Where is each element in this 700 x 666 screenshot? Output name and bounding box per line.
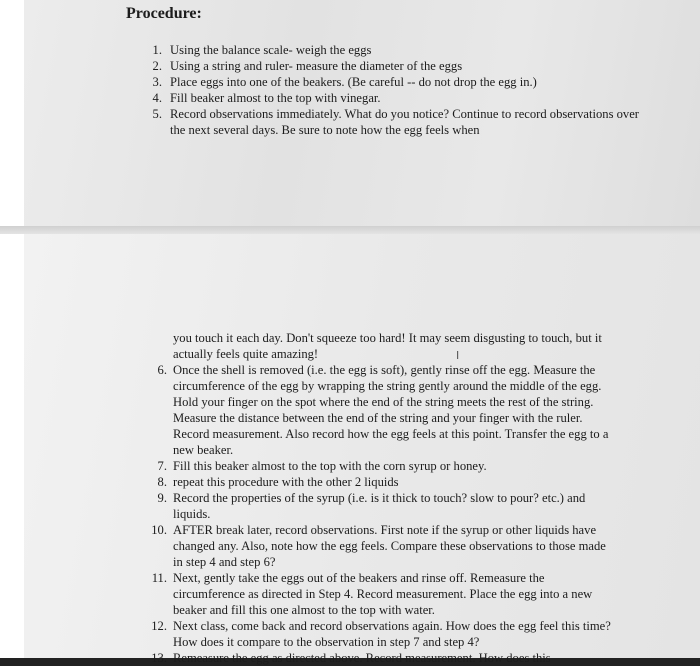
procedure-steps-bottom: [151, 330, 618, 666]
step-text: Once the shell is removed (i.e. the egg is soft), gently rinse off the egg. Measure the circumference of the egg by wrapping the string gently around the middle of the egg. Hold your finger on the spot where the end of the string meets the rest of the string. Measure the distance between the end of the string and your finger with the ruler. Record measurement. Also record how the egg feels at this point. Transfer the egg to a new beaker.: [173, 363, 609, 457]
step-number: 13.: [151, 651, 167, 665]
step-text: Place eggs into one of the beakers. (Be careful -- do not drop the egg in.): [170, 75, 537, 89]
step-number: 1.: [152, 43, 162, 57]
step-number: 12.: [151, 619, 167, 633]
step-text: Remeasure the egg as directed above. Record measurement. How does this: [173, 651, 551, 665]
step-number: 2.: [152, 59, 162, 73]
step-text: Next, gently take the eggs out of the beakers and rinse off. Remeasure the circumference as directed in Step 4. Record measurement. Place the egg into a new beaker and fill this one almost to the top with water.: [173, 571, 593, 617]
step-text: Fill this beaker almost to the top with the corn syrup or honey.: [173, 459, 487, 473]
step-number: 10.: [151, 523, 167, 537]
step-text: Next class, come back and record observations again. How does the egg feel this time? How does it compare to the observation in step 7 and step 4?: [173, 619, 611, 649]
list-item: [151, 570, 618, 618]
list-item: [157, 474, 618, 490]
list-item: [152, 74, 640, 90]
step-number: 5.: [152, 107, 162, 121]
step-text-continued: you touch it each day. Don't squeeze too hard! It may seem disgusting to touch, but it actually feels quite amazing!: [173, 331, 602, 361]
step-text: Using the balance scale- weigh the eggs: [170, 43, 372, 57]
step-text: Record observations immediately. What do you notice? Continue to record observations over the next several days. Be sure to note how the egg feels when: [170, 107, 639, 137]
step-text: Using a string and ruler- measure the diameter of the eggs: [170, 59, 463, 73]
list-item: [157, 362, 618, 458]
list-item: [152, 90, 640, 106]
step-number: 4.: [152, 91, 162, 105]
step-number: 7.: [157, 459, 167, 473]
step-text: Fill beaker almost to the top with vinegar.: [170, 91, 381, 105]
list-item: [151, 618, 618, 650]
step-number: 6.: [157, 363, 167, 377]
list-item: [157, 490, 618, 522]
step-number: 8.: [157, 475, 167, 489]
list-item: [152, 58, 640, 74]
panel-divider: [0, 226, 700, 234]
step-text: Record the properties of the syrup (i.e. is it thick to touch? slow to pour? etc.) and liquids.: [173, 491, 586, 521]
step-number: 9.: [157, 491, 167, 505]
list-item: [173, 330, 618, 362]
list-item: [152, 42, 640, 58]
list-item: [157, 458, 618, 474]
text-cursor-icon: I: [456, 349, 460, 362]
step-number: 3.: [152, 75, 162, 89]
procedure-heading: Procedure:: [126, 5, 202, 22]
step-number: 11.: [151, 571, 167, 585]
step-text: repeat this procedure with the other 2 liquids: [173, 475, 399, 489]
procedure-steps-top: [152, 42, 640, 138]
list-item: [152, 106, 640, 138]
step-text: AFTER break later, record observations. First note if the syrup or other liquids have changed any. Also, note how the egg feels. Compare these observations to those made in step 4 and step 6?: [173, 523, 606, 569]
list-item: [151, 650, 618, 666]
list-item: [151, 522, 618, 570]
